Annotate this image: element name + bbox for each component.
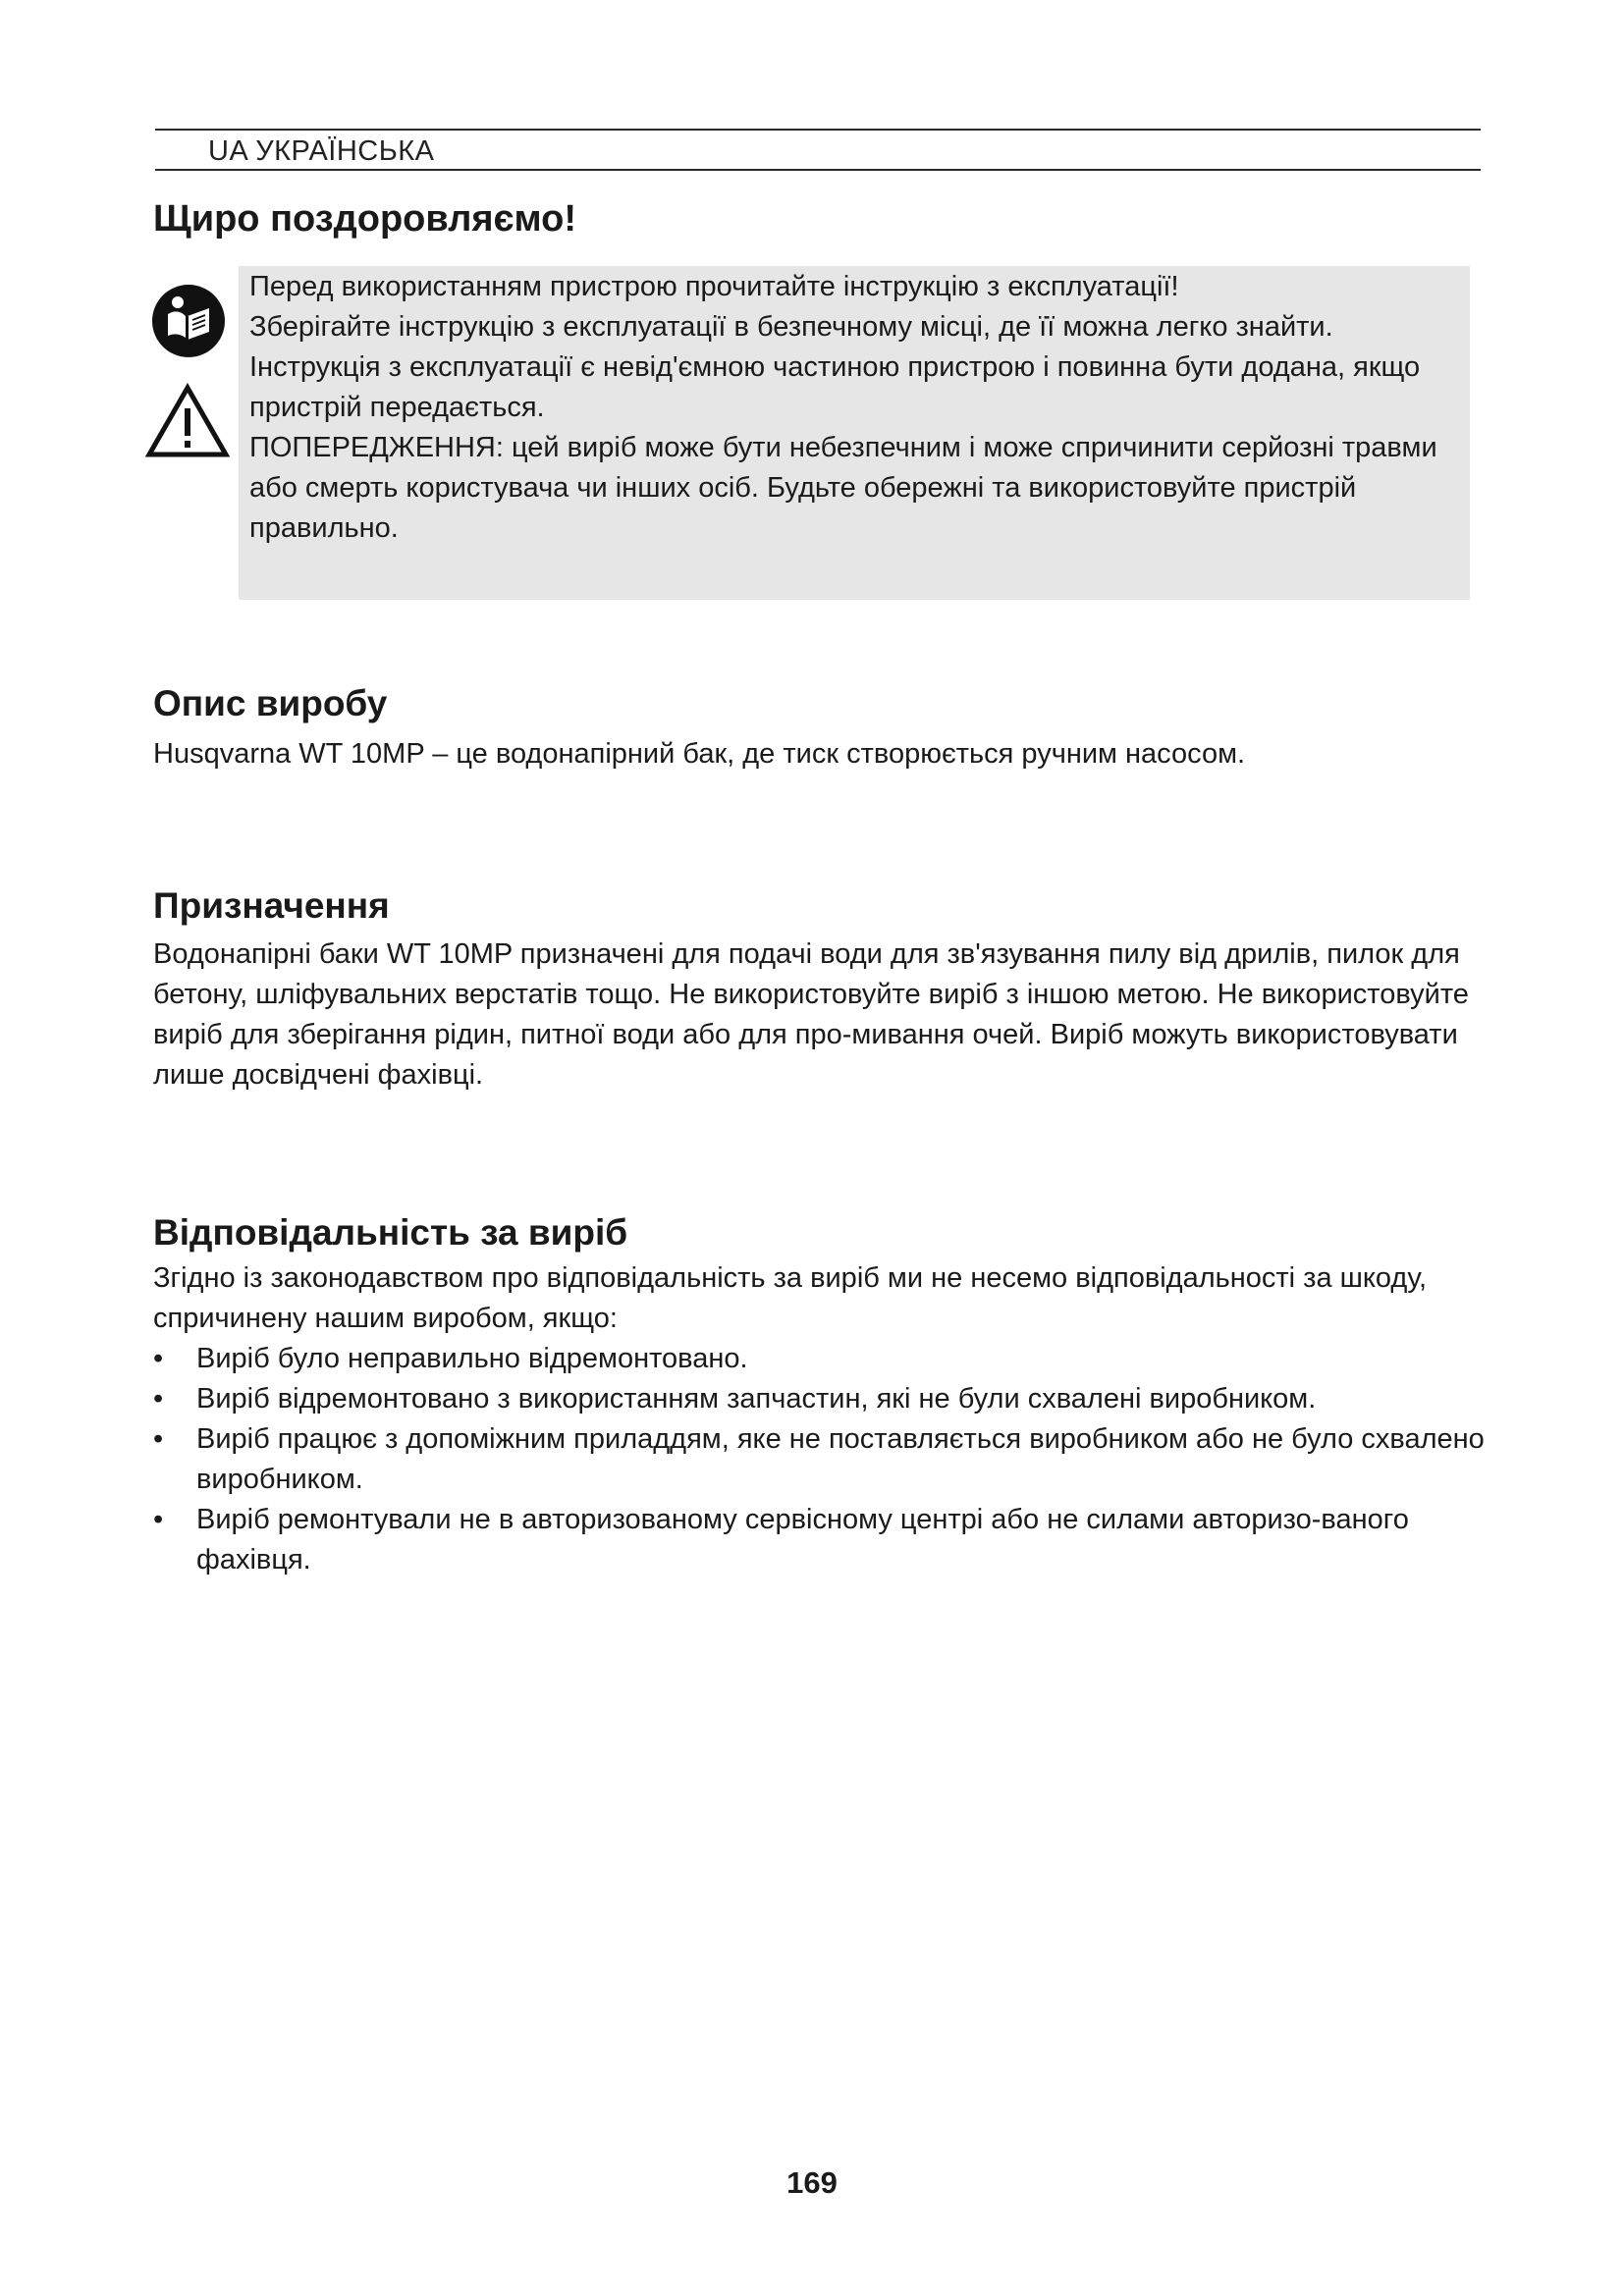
notice-text [249, 267, 1467, 549]
header-rule-bottom [155, 169, 1481, 171]
language-label: UA УКРАЇНСЬКА [208, 135, 435, 167]
notice-line-1: Перед використанням пристрою прочитайте інструкцію з експлуатації! [249, 271, 1179, 302]
liability-bullet-list [153, 1339, 1485, 1580]
page-title: Щиро поздоровляємо! [153, 198, 577, 240]
section-heading-product-description: Опис виробу [153, 683, 388, 723]
section-text-intended-use: Водонапірні баки WT 10MP призначені для подачі води для зв'язування пилу від дрилів, пилок для бетону, шліфувальних верстатів тощо. Не використовуйте виріб з іншою метою. Не використовуйте виріб для зберігання рідин, питної води або для про-мивання очей. Виріб можуть використовувати лише досвідчені фахівці. [153, 938, 1469, 1091]
notice-line-2: Зберігайте інструкцію з експлуатації в безпечному місці, де її можна легко знайти. [249, 311, 1333, 343]
section-text-product-liability: Згідно із законодавством про відповідальність за виріб ми не несемо відповідальності за шкоду, спричинену нашим виробом, якщо: [153, 1262, 1427, 1334]
list-item: • Виріб працює з допоміжним приладдям, яке не поставляється виробником або не було схвалено виробником. [153, 1423, 1485, 1495]
page-number: 169 [786, 2165, 838, 2200]
header-rule-top [155, 129, 1481, 131]
list-item: • Виріб ремонтували не в авторизованому сервісному центрі або не силами авторизо-ваного фахівця. [153, 1504, 1409, 1575]
section-heading-product-liability: Відповідальність за виріб [153, 1212, 628, 1253]
notice-line-3: Інструкція з експлуатації є невід'ємною частиною пристрою і повинна бути додана, якщо пристрій передається. [249, 351, 1421, 423]
list-item: • Виріб відремонтовано з використанням запчастин, які не були схвалені виробником. [153, 1383, 1317, 1415]
notice-line-4: ПОПЕРЕДЖЕННЯ: цей виріб може бути небезпечним і може спричинити серйозні травми або смерть користувача чи інших осіб. Будьте обережні та використовуйте пристрій правильно. [249, 432, 1437, 544]
warning-triangle-icon [145, 383, 230, 459]
section-text-product-description: Husqvarna WT 10MP – це водонапірний бак, де тиск створюється ручним насосом. [153, 738, 1246, 770]
section-heading-intended-use: Призначення [153, 885, 390, 926]
read-manual-icon [150, 283, 227, 359]
list-item: • Виріб було неправильно відремонтовано. [153, 1343, 748, 1374]
